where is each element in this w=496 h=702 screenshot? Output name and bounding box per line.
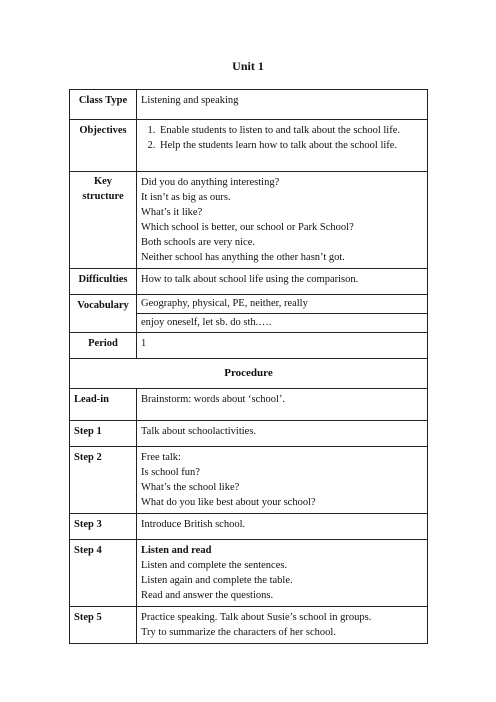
objective-item: 2. Help the students learn how to talk about the school life.: [158, 138, 423, 153]
step-content: Talk about schoolactivities.: [137, 421, 428, 447]
step-label: Step 3: [70, 514, 137, 540]
step-content: Brainstorm: words about ‘school’.: [137, 389, 428, 421]
objectives-label: Objectives: [70, 120, 137, 172]
step-row: [70, 514, 428, 540]
objectives-row: [70, 120, 428, 172]
key-structure-label: Key structure: [70, 172, 137, 269]
objectives-value: [137, 120, 428, 172]
step-row: [70, 540, 428, 607]
step-heading: Listen and read: [141, 545, 212, 556]
vocabulary-line: Geography, physical, PE, neither, really: [141, 298, 308, 309]
vocabulary-row: [70, 295, 428, 333]
vocabulary-value: [137, 295, 428, 333]
key-structure-line: Both schools are very nice.: [141, 237, 256, 248]
period-row: [70, 333, 428, 359]
step-label: Step 1: [70, 421, 137, 447]
step-row: [70, 607, 428, 644]
step-row: [70, 389, 428, 421]
step-content: Introduce British school.: [137, 514, 428, 540]
key-structure-value: [137, 172, 428, 269]
step-content: Free talk: Is school fun? What’s the school like? What do you like best about your school?: [137, 447, 428, 514]
key-structure-line: What’s it like?: [141, 207, 203, 218]
key-structure-line: It isn’t as big as ours.: [141, 192, 231, 203]
key-structure-line: Which school is better, our school or Park School?: [141, 222, 354, 233]
step-content: Practice speaking. Talk about Susie’s school in groups. Try to summarize the characters of her school.: [137, 607, 428, 644]
procedure-heading-row: [70, 359, 428, 389]
page-title: Unit 1: [232, 59, 264, 73]
key-structure-row: [70, 172, 428, 269]
class-type-row: [70, 90, 428, 120]
step-label: Step 4: [70, 540, 137, 607]
period-label: Period: [70, 333, 137, 359]
lesson-plan-table: [69, 89, 428, 644]
difficulties-value: How to talk about school life using the comparison.: [137, 269, 428, 295]
procedure-heading: Procedure: [70, 359, 428, 389]
difficulties-row: [70, 269, 428, 295]
objective-item: 1. Enable students to listen to and talk about the school life.: [158, 123, 423, 138]
step-label: Lead-in: [70, 389, 137, 421]
period-value: 1: [137, 333, 428, 359]
step-label: Step 5: [70, 607, 137, 644]
class-type-value: Listening and speaking: [137, 90, 428, 120]
class-type-label: Class Type: [70, 90, 137, 120]
key-structure-line: Neither school has anything the other hasn’t got.: [141, 252, 345, 263]
key-structure-line: Did you do anything interesting?: [141, 177, 280, 188]
difficulties-label: Difficulties: [70, 269, 137, 295]
step-row: [70, 421, 428, 447]
step-content: Listen and read Listen and complete the sentences. Listen again and complete the table. Read and answer the questions.: [137, 540, 428, 607]
step-label: Step 2: [70, 447, 137, 514]
vocabulary-label: Vocabulary: [70, 295, 137, 333]
step-row: [70, 447, 428, 514]
vocabulary-line: enjoy oneself, let sb. do sth.….: [137, 313, 427, 332]
